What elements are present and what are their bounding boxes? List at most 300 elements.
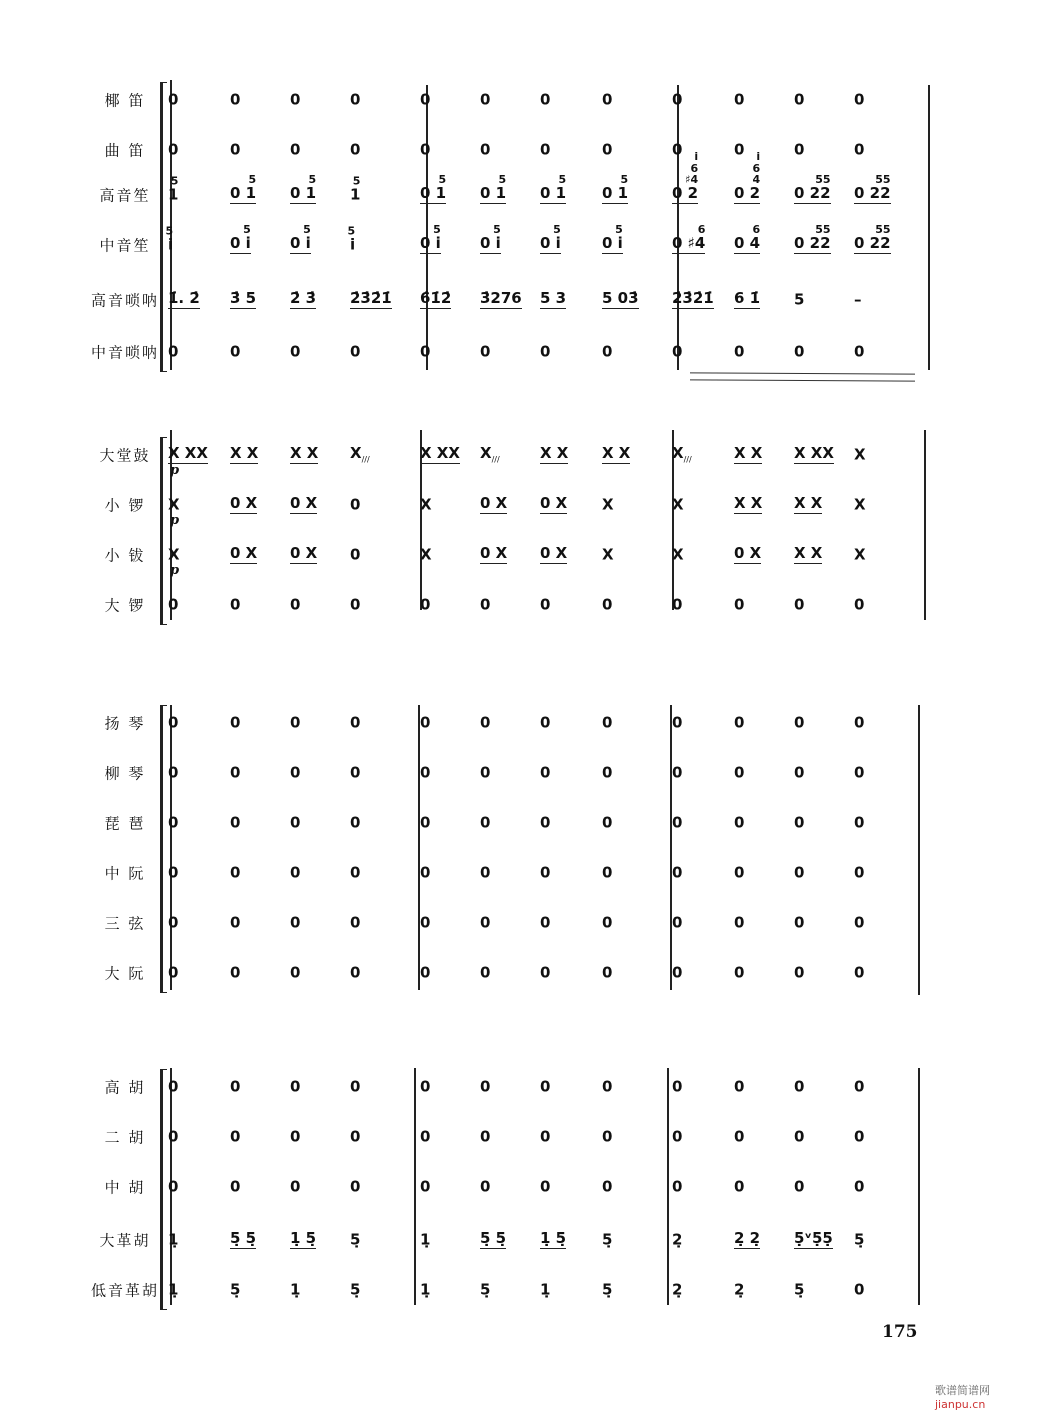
- note-cell: [350, 963, 361, 982]
- note-text: 1̇. 2̇: [168, 289, 200, 307]
- instrument-label: 小 锣: [104, 496, 146, 515]
- note-text: 0: [420, 342, 431, 361]
- note-text: 0: [734, 713, 745, 732]
- chord-upper-notes: 5: [493, 223, 501, 237]
- note-cell: [794, 446, 834, 464]
- note-cell: [794, 173, 831, 204]
- note-cell: [734, 1127, 745, 1146]
- note-text: 5̣ 5̣: [230, 1229, 257, 1247]
- note-cell: [480, 173, 507, 204]
- note-text: 0: [480, 713, 491, 732]
- note-text: 0: [168, 1127, 179, 1146]
- note-text: 6̇1̇2̇: [420, 289, 452, 307]
- note-text: 0: [734, 342, 745, 361]
- note-text: 0: [290, 713, 301, 732]
- note-cell: [290, 713, 301, 732]
- instrument-label: 大革胡: [99, 1231, 151, 1250]
- note-text: 0: [290, 1177, 301, 1196]
- note-text: 0: [420, 763, 431, 782]
- note-text: 5̣: [480, 1280, 491, 1299]
- note-cell: [420, 1230, 431, 1249]
- note-cell: [480, 546, 507, 564]
- note-cell: [480, 140, 491, 159]
- note-text: X XX: [420, 444, 460, 462]
- note-text: X XX: [794, 444, 834, 462]
- note-text: X: [168, 545, 180, 564]
- note-cell: [602, 1077, 613, 1096]
- note-cell: [168, 291, 200, 309]
- note-cell: [230, 1127, 241, 1146]
- note-cell: [290, 595, 301, 614]
- dynamic-mark: p: [170, 463, 180, 478]
- note-text: 0: [794, 713, 805, 732]
- note-cell: [672, 1077, 683, 1096]
- note-text: X X: [794, 494, 823, 512]
- note-text: 0: [602, 763, 613, 782]
- note-cell: [230, 546, 257, 564]
- note-text: 0: [602, 342, 613, 361]
- barline: [170, 705, 172, 990]
- note-cell: [540, 1127, 551, 1146]
- note-cell: [350, 291, 392, 309]
- chord-upper-notes: 55: [815, 173, 831, 187]
- note-text: 0: [350, 90, 361, 109]
- note-text: 0 X: [290, 544, 318, 562]
- note-text: 0: [230, 763, 241, 782]
- note-cell: [854, 342, 865, 361]
- note-text: 0: [794, 595, 805, 614]
- note-cell: [168, 545, 180, 564]
- note-cell: [794, 595, 805, 614]
- note-cell: [290, 446, 318, 464]
- note-text: 5̣: [794, 1280, 805, 1299]
- note-text: 0: [854, 1127, 865, 1146]
- note-cell: [794, 1280, 805, 1299]
- note-text: 5̣: [350, 1280, 361, 1299]
- note-cell: [602, 223, 623, 254]
- instrument-label: 二 胡: [104, 1128, 146, 1147]
- watermark-url: jianpu.cn: [935, 1398, 986, 1410]
- note-text: 0: [230, 140, 241, 159]
- note-text: 1̣: [420, 1230, 431, 1249]
- chord-upper-notes: 5: [553, 223, 561, 237]
- note-text: 0: [540, 713, 551, 732]
- note-cell: [347, 224, 356, 254]
- note-text: 0: [290, 140, 301, 159]
- note-text: 0: [540, 90, 551, 109]
- note-cell: [168, 90, 179, 109]
- note-text: 0: [672, 90, 683, 109]
- note-text: 0: [480, 342, 491, 361]
- note-text: 0: [168, 1077, 179, 1096]
- note-text: X X: [734, 494, 763, 512]
- note-text: 0: [480, 90, 491, 109]
- note-cell: [672, 963, 683, 982]
- instrument-label: 中音唢呐: [90, 343, 159, 362]
- note-cell: [420, 90, 431, 109]
- note-text: 0: [290, 813, 301, 832]
- note-cell: [734, 223, 761, 254]
- note-text: 1̣ 5̣: [540, 1229, 567, 1247]
- note-cell: [230, 1280, 241, 1299]
- note-text: 0: [854, 90, 865, 109]
- note-text: 0: [290, 863, 301, 882]
- note-text: 5̣: [230, 1280, 241, 1299]
- note-cell: [230, 496, 257, 514]
- note-text: 0: [290, 763, 301, 782]
- instrument-label: 高音笙: [99, 186, 151, 205]
- note-text: 0: [290, 595, 301, 614]
- note-text: 0: [672, 1177, 683, 1196]
- note-text: 0: [540, 913, 551, 932]
- note-cell: [540, 713, 551, 732]
- tremolo-mark: ///: [361, 455, 370, 464]
- note-text: 0: [602, 913, 613, 932]
- note-cell: [168, 713, 179, 732]
- note-cell: [854, 223, 891, 254]
- note-text: 0: [794, 913, 805, 932]
- note-cell: [420, 713, 431, 732]
- note-cell: [480, 713, 491, 732]
- note-text: 0: [540, 1127, 551, 1146]
- note-text: 0: [350, 1077, 361, 1096]
- note-text: 0 X: [230, 544, 258, 562]
- note-cell: [794, 1077, 805, 1096]
- note-cell: [420, 495, 432, 514]
- note-text: 0: [480, 1077, 491, 1096]
- note-cell: [420, 1127, 431, 1146]
- note-cell: [230, 140, 241, 159]
- note-text: 0: [168, 1177, 179, 1196]
- note-cell: [350, 913, 361, 932]
- note-cell: [420, 963, 431, 982]
- note-text: 0: [540, 963, 551, 982]
- note-cell: [794, 496, 822, 514]
- note-cell: [854, 763, 865, 782]
- note-text: 0: [794, 863, 805, 882]
- note-cell: [420, 223, 441, 254]
- chord-upper-notes: 5: [558, 173, 567, 187]
- barline: [670, 705, 672, 990]
- note-text: 0: [734, 595, 745, 614]
- note-text: 1: [350, 185, 361, 204]
- page-number: 175: [882, 1322, 918, 1342]
- note-cell: [290, 223, 311, 254]
- note-cell: [540, 1177, 551, 1196]
- note-text: X: [420, 545, 432, 564]
- note-cell: [734, 1177, 745, 1196]
- note-cell: [854, 963, 865, 982]
- note-text: 5̣: [350, 1230, 361, 1249]
- chord-upper-notes: 5: [433, 223, 441, 237]
- note-text: 0: [672, 595, 683, 614]
- note-cell: [168, 863, 179, 882]
- note-text: 0 22: [794, 184, 831, 202]
- note-text: 2̣: [672, 1230, 683, 1249]
- note-text: 1̣: [168, 1280, 179, 1299]
- note-cell: [734, 963, 745, 982]
- note-text: 0: [480, 813, 491, 832]
- note-cell: [602, 446, 630, 464]
- note-text: 0: [168, 813, 179, 832]
- note-cell: [734, 140, 745, 159]
- note-text: 0: [230, 713, 241, 732]
- note-cell: [350, 90, 361, 109]
- note-text: 0: [480, 963, 491, 982]
- note-cell: [480, 595, 491, 614]
- note-text: 0: [602, 963, 613, 982]
- note-cell: [290, 813, 301, 832]
- note-cell: [290, 90, 301, 109]
- note-cell: [540, 913, 551, 932]
- note-text: 1̣: [540, 1280, 551, 1299]
- note-cell: [672, 1127, 683, 1146]
- note-text: X X: [734, 444, 763, 462]
- note-cell: [420, 595, 431, 614]
- note-cell: [540, 342, 551, 361]
- note-cell: [672, 342, 683, 361]
- note-text: 0: [540, 763, 551, 782]
- note-text: 1: [168, 185, 179, 204]
- note-cell: [350, 595, 361, 614]
- note-text: X: [672, 444, 684, 462]
- note-cell: [420, 913, 431, 932]
- note-cell: [794, 140, 805, 159]
- note-cell: [672, 595, 683, 614]
- note-text: i: [350, 235, 356, 254]
- note-text: 0: [734, 1077, 745, 1096]
- note-text: 0: [290, 342, 301, 361]
- note-cell: [734, 496, 762, 514]
- note-text: 0: [480, 595, 491, 614]
- note-cell: [230, 1077, 241, 1096]
- note-text: 0: [350, 763, 361, 782]
- note-cell: [350, 763, 361, 782]
- note-text: 0 4: [734, 234, 761, 252]
- note-text: 0: [168, 763, 179, 782]
- note-text: 0: [854, 1280, 865, 1299]
- note-text: 0 1: [230, 184, 257, 202]
- note-cell: [540, 595, 551, 614]
- note-cell: [602, 545, 614, 564]
- note-text: 0: [854, 863, 865, 882]
- note-cell: [480, 1077, 491, 1096]
- note-cell: [230, 595, 241, 614]
- note-text: 0: [350, 342, 361, 361]
- note-text: –: [854, 290, 862, 309]
- note-text: 0: [672, 863, 683, 882]
- barline: [918, 1068, 920, 1305]
- note-cell: [734, 763, 745, 782]
- note-cell: [350, 1127, 361, 1146]
- note-text: 0: [672, 913, 683, 932]
- note-cell: [734, 813, 745, 832]
- note-cell: [540, 1280, 551, 1299]
- note-cell: [420, 1280, 431, 1299]
- note-text: 1̣: [420, 1280, 431, 1299]
- note-text: 5 3: [540, 289, 567, 307]
- note-cell: [350, 545, 361, 564]
- instrument-label: 柳 琴: [104, 764, 146, 783]
- note-text: 0: [350, 713, 361, 732]
- barline: [924, 430, 926, 620]
- note-text: 0: [734, 913, 745, 932]
- instrument-label: 扬 琴: [104, 714, 146, 733]
- instrument-label: 高音唢呐: [90, 291, 159, 310]
- note-text: 0: [794, 1077, 805, 1096]
- note-cell: [480, 446, 500, 464]
- note-cell: [672, 495, 684, 514]
- note-text: 0 i: [230, 234, 251, 252]
- note-cell: [290, 963, 301, 982]
- note-text: 0: [602, 90, 613, 109]
- note-text: 0: [230, 595, 241, 614]
- note-cell: [602, 595, 613, 614]
- note-cell: [602, 495, 614, 514]
- instrument-label: 大 阮: [104, 964, 146, 983]
- note-cell: [734, 595, 745, 614]
- note-cell: [854, 495, 866, 514]
- note-text: 0: [854, 713, 865, 732]
- note-text: 0: [420, 595, 431, 614]
- note-cell: [540, 863, 551, 882]
- note-cell: [350, 446, 370, 464]
- note-cell: [420, 763, 431, 782]
- note-cell: [290, 342, 301, 361]
- instrument-label: 三 弦: [104, 914, 146, 933]
- note-text: 0: [290, 90, 301, 109]
- note-cell: [290, 1127, 301, 1146]
- note-text: 0: [794, 813, 805, 832]
- chord-upper-notes: 5: [243, 223, 251, 237]
- note-cell: [290, 763, 301, 782]
- dynamic-mark: p: [170, 513, 180, 528]
- note-text: X: [168, 495, 180, 514]
- note-cell: [734, 1077, 745, 1096]
- note-text: 0: [602, 813, 613, 832]
- note-cell: [672, 1230, 683, 1249]
- note-cell: [350, 813, 361, 832]
- note-text: 0: [290, 1127, 301, 1146]
- note-text: 2̣: [734, 1280, 745, 1299]
- note-cell: [672, 545, 684, 564]
- note-text: X: [602, 545, 614, 564]
- note-cell: [854, 1230, 865, 1249]
- note-cell: [290, 173, 317, 204]
- note-text: 0: [350, 140, 361, 159]
- note-cell: [602, 1230, 613, 1249]
- note-cell: [672, 713, 683, 732]
- note-cell: [168, 763, 179, 782]
- note-text: 0: [540, 595, 551, 614]
- note-cell: [854, 813, 865, 832]
- note-cell: [168, 495, 180, 514]
- note-text: 0 X: [540, 494, 568, 512]
- note-text: 3̇276: [480, 289, 522, 307]
- note-cell: [350, 1177, 361, 1196]
- note-cell: [480, 223, 501, 254]
- note-text: 0: [168, 863, 179, 882]
- note-cell: [794, 813, 805, 832]
- note-cell: [854, 173, 891, 204]
- instrument-label: 大堂鼓: [99, 446, 151, 465]
- note-text: 5̣: [602, 1230, 613, 1249]
- chord-upper-notes: 55: [875, 173, 891, 187]
- note-cell: [602, 963, 613, 982]
- note-text: 0 22: [854, 234, 891, 252]
- note-cell: [794, 90, 805, 109]
- note-text: 0: [350, 913, 361, 932]
- note-text: 0: [672, 713, 683, 732]
- note-cell: [672, 863, 683, 882]
- note-text: 0: [290, 1077, 301, 1096]
- barline: [426, 85, 428, 370]
- instrument-label: 椰 笛: [104, 91, 146, 110]
- note-cell: [794, 863, 805, 882]
- note-cell: [168, 1177, 179, 1196]
- note-cell: [480, 1280, 491, 1299]
- note-cell: [794, 763, 805, 782]
- note-cell: [672, 90, 683, 109]
- note-cell: [168, 140, 179, 159]
- note-cell: [540, 291, 566, 309]
- note-text: 0 2: [672, 184, 699, 202]
- note-text: 0 1: [540, 184, 567, 202]
- note-text: 0: [672, 342, 683, 361]
- note-cell: [420, 545, 432, 564]
- note-text: 0: [734, 140, 745, 159]
- barline: [677, 85, 679, 370]
- barline: [918, 705, 920, 995]
- note-cell: [602, 763, 613, 782]
- note-cell: [168, 1077, 179, 1096]
- note-text: 0: [734, 963, 745, 982]
- note-text: 2̇ 3̇: [290, 289, 317, 307]
- note-text: 0 i: [602, 234, 623, 252]
- note-text: 0: [230, 813, 241, 832]
- instrument-label: 中 阮: [104, 864, 146, 883]
- chord-upper-notes: 6: [697, 223, 706, 237]
- note-cell: [230, 291, 256, 309]
- note-text: X X: [230, 444, 259, 462]
- chord-upper-notes: 5: [170, 174, 179, 188]
- note-text: 0 i: [420, 234, 441, 252]
- note-cell: [794, 1231, 833, 1249]
- note-cell: [165, 224, 174, 254]
- note-cell: [480, 863, 491, 882]
- note-cell: [540, 223, 561, 254]
- note-text: 0: [540, 140, 551, 159]
- note-text: 0: [854, 1177, 865, 1196]
- note-text: 0 i: [290, 234, 311, 252]
- note-cell: [854, 595, 865, 614]
- diminuendo-hairpin: [690, 372, 915, 381]
- note-cell: [420, 1177, 431, 1196]
- system-brace: [160, 705, 167, 993]
- chord-upper-notes: 5: [615, 223, 623, 237]
- note-cell: [540, 763, 551, 782]
- note-text: 6 1̇: [734, 289, 761, 307]
- note-cell: [168, 1280, 179, 1299]
- barline: [928, 85, 930, 370]
- note-text: 0: [540, 342, 551, 361]
- instrument-label: 琵 琶: [104, 814, 146, 833]
- note-text: 0: [350, 495, 361, 514]
- note-cell: [672, 446, 692, 464]
- note-text: 0 1: [420, 184, 447, 202]
- note-cell: [734, 913, 745, 932]
- note-text: X: [854, 495, 866, 514]
